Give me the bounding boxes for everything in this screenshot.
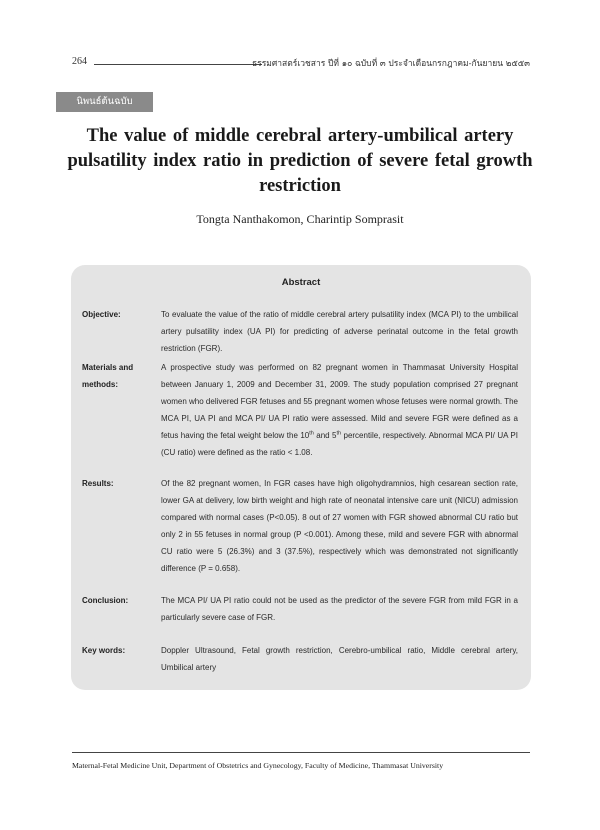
affiliation-footnote: Maternal-Fetal Medicine Unit, Department of Obstetrics and Gynecology, Faculty of Medicine, Thammasat University [72,761,444,770]
abstract-box [71,265,531,690]
results-label: Results: [82,479,114,488]
methods-text-part: percentile, respectively. Abnormal MCA PI/ UA PI (CU ratio) were defined as the ratio < 1.08. [161,431,518,458]
abstract-heading: Abstract [281,277,321,288]
methods-text-part: and 5 [313,431,337,441]
objective-text: To evaluate the value of the ratio of middle cerebral artery pulsatility index (MCA PI) to the umbilical artery pulsatility index (UA PI) for predicting of adverse perinatal outcome in the fetal growth restriction (FGR). [161,310,518,354]
article-type-tag: นิพนธ์ต้นฉบับ [56,92,153,112]
superscript-th: th [336,430,342,437]
methods-text [161,359,518,462]
objective-label: Objective: [82,310,121,319]
keywords-text: Doppler Ultrasound, Fetal growth restriction, Cerebro-umbilical ratio, Middle cerebral artery, Umbilical artery [161,646,518,673]
paper-title: The value of middle cerebral artery-umbilical artery pulsatility index ratio in prediction of severe fetal growth restriction [67,126,533,196]
methods-label: Materials and methods: [82,363,134,390]
header-rule [94,64,262,65]
results-text: Of the 82 pregnant women, In FGR cases have high oligohydramnios, high cesarean section rate, lower GA at delivery, low birth weight and high rate of neonatal intensive care unit (NICU) admission compared with normal cases (P<0.05). 8 out of 27 women with FGR showed abnormal CU ratio but only 2 in 55 fetuses in normal group (P <0.001). Among these, mild and severe FGR with abnormal CU ratio were 5 (26.3%) and 3 (37.5%), respectively which was demonstrated not significantly difference (P = 0.658). [161,479,518,574]
superscript-th: th [309,430,314,437]
journal-title: ธรรมศาสตร์เวชสาร ปีที่ ๑๐ ฉบับที่ ๓ ประจำเดือนกรกฎาคม-กันยายน ๒๕๕๓ [251,59,530,69]
footer-rule [72,752,530,753]
page-number: 264 [72,56,87,67]
keywords-label: Key words: [82,646,126,655]
conclusion-text: The MCA PI/ UA PI ratio could not be used as the predictor of the severe FGR from mild FGR in a particularly severe case of FGR. [161,596,518,623]
conclusion-label: Conclusion: [82,596,129,605]
authors: Tongta Nanthakomon, Charintip Somprasit [196,212,404,226]
methods-text-part: A prospective study was performed on 82 pregnant women in Thammasat University Hospital between January 1, 2009 and December 31, 2009. The study population comprised 27 pregnant women who delivered FGR fetuses and 55 pregnant women whose fetuses were normal growth. The MCA PI, UA PI and MCA PI/ UA PI ratio were assessed. Mild and severe FGR were defined as a fetus having the fetal weight below the 10 [161,363,518,441]
running-header [72,56,530,70]
